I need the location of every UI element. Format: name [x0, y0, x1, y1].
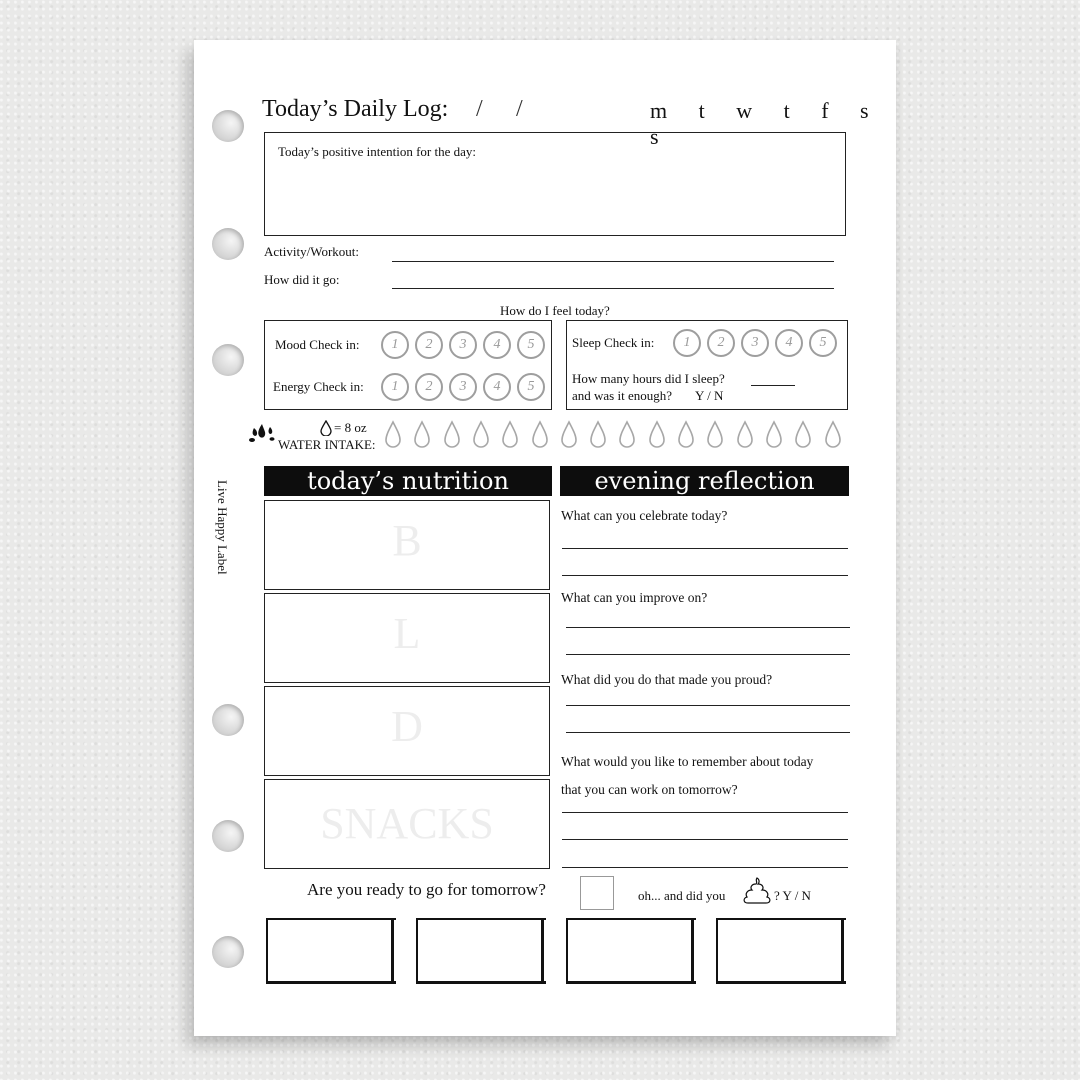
water-drop-checkbox[interactable]: [765, 420, 783, 450]
snacks-box[interactable]: [264, 779, 550, 869]
water-intake-label: WATER INTAKE:: [278, 437, 376, 452]
date-separator: /: [476, 96, 483, 122]
mood-option[interactable]: 4: [483, 331, 511, 359]
weekday-letters[interactable]: m t w t f s s: [650, 98, 882, 149]
water-drop-checkbox[interactable]: [824, 420, 842, 450]
water-drop-checkbox[interactable]: [648, 420, 666, 450]
sleep-hours-line[interactable]: [751, 385, 795, 386]
reflection-line[interactable]: [562, 867, 848, 868]
mood-option[interactable]: 1: [381, 331, 409, 359]
activity-label: Activity/Workout:: [264, 244, 359, 259]
water-drop-checkbox[interactable]: [501, 420, 519, 450]
intention-box[interactable]: [264, 132, 846, 236]
water-drop-checkbox[interactable]: [794, 420, 812, 450]
brand-label: Live Happy Label: [215, 480, 230, 575]
how-line[interactable]: [392, 288, 834, 289]
mood-option[interactable]: 2: [415, 331, 443, 359]
sleep-option[interactable]: 3: [741, 329, 769, 357]
footer-box[interactable]: [716, 918, 844, 982]
sleep-label: Sleep Check in:: [572, 335, 655, 350]
did-you-yes-no[interactable]: ? Y / N: [774, 888, 811, 903]
water-drop-checkbox[interactable]: [560, 420, 578, 450]
sleep-option[interactable]: 1: [673, 329, 701, 357]
sleep-option[interactable]: 2: [707, 329, 735, 357]
water-drop-checkbox[interactable]: [589, 420, 607, 450]
water-drop-icon: [320, 420, 332, 436]
energy-option[interactable]: 1: [381, 373, 409, 401]
sleep-yes-no[interactable]: Y / N: [695, 388, 724, 403]
binder-hole: [212, 820, 244, 852]
snacks-label: SNACKS: [320, 799, 494, 848]
date-separator: /: [516, 96, 523, 122]
breakfast-box[interactable]: [264, 500, 550, 590]
water-drop-checkbox[interactable]: [384, 420, 402, 450]
did-you-label: oh... and did you: [638, 888, 726, 903]
energy-option[interactable]: 3: [449, 373, 477, 401]
footer-box[interactable]: [266, 918, 394, 982]
binder-hole: [212, 704, 244, 736]
reflection-line[interactable]: [562, 548, 848, 549]
footer-box[interactable]: [566, 918, 694, 982]
reflection-heading: evening reflection: [560, 466, 849, 496]
poop-icon: [742, 876, 772, 904]
mood-label: Mood Check in:: [275, 337, 360, 352]
sleep-enough-question: and was it enough?: [572, 388, 673, 403]
reflection-question-remember: What would you like to remember about today: [561, 754, 814, 769]
reflection-question-remember-cont: that you can work on tomorrow?: [561, 782, 738, 797]
reflection-line[interactable]: [562, 575, 848, 576]
reflection-line[interactable]: [566, 627, 850, 628]
energy-option[interactable]: 5: [517, 373, 545, 401]
ready-question: Are you ready to go for tomorrow?: [307, 880, 546, 899]
binder-hole: [212, 110, 244, 142]
sleep-scale: [673, 329, 843, 357]
mood-scale: [381, 331, 551, 359]
sleep-hours-question: How many hours did I sleep?: [572, 371, 725, 386]
water-drop-checkbox[interactable]: [413, 420, 431, 450]
water-drop-checkbox[interactable]: [618, 420, 636, 450]
reflection-question-celebrate: What can you celebrate today?: [561, 508, 728, 523]
footer-box[interactable]: [416, 918, 544, 982]
water-drop-checkbox[interactable]: [677, 420, 695, 450]
page-title: Today’s Daily Log:: [262, 96, 449, 122]
feel-heading: How do I feel today?: [500, 303, 610, 318]
reflection-line[interactable]: [562, 812, 848, 813]
reflection-line[interactable]: [566, 654, 850, 655]
breakfast-label: B: [392, 516, 422, 565]
sleep-option[interactable]: 4: [775, 329, 803, 357]
binder-hole: [212, 936, 244, 968]
reflection-question-proud: What did you do that made you proud?: [561, 672, 773, 687]
mood-option[interactable]: 3: [449, 331, 477, 359]
dinner-label: D: [391, 702, 423, 751]
water-drop-checkbox[interactable]: [736, 420, 754, 450]
lunch-box[interactable]: [264, 593, 550, 683]
planner-page: [194, 40, 896, 1036]
binder-hole: [212, 344, 244, 376]
energy-scale: [381, 373, 551, 401]
reflection-line[interactable]: [562, 839, 848, 840]
energy-label: Energy Check in:: [273, 379, 364, 394]
water-unit: = 8 oz: [334, 420, 367, 435]
lunch-label: L: [393, 609, 421, 658]
dinner-box[interactable]: [264, 686, 550, 776]
sleep-option[interactable]: 5: [809, 329, 837, 357]
activity-line[interactable]: [392, 261, 834, 262]
mood-option[interactable]: 5: [517, 331, 545, 359]
water-drop-checkbox[interactable]: [531, 420, 549, 450]
ready-checkbox[interactable]: [580, 876, 614, 910]
nutrition-heading: today’s nutrition: [264, 466, 552, 496]
intention-label: Today’s positive intention for the day:: [278, 144, 477, 159]
mood-energy-box: [264, 320, 552, 410]
water-drop-checkbox[interactable]: [706, 420, 724, 450]
reflection-line[interactable]: [566, 732, 850, 733]
how-label: How did it go:: [264, 272, 340, 287]
reflection-line[interactable]: [566, 705, 850, 706]
water-splash-icon: [248, 418, 276, 446]
sleep-box: [566, 320, 848, 410]
energy-option[interactable]: 4: [483, 373, 511, 401]
energy-option[interactable]: 2: [415, 373, 443, 401]
binder-hole: [212, 228, 244, 260]
reflection-question-improve: What can you improve on?: [561, 590, 708, 605]
water-drop-checkbox[interactable]: [443, 420, 461, 450]
water-drop-checkbox[interactable]: [472, 420, 490, 450]
